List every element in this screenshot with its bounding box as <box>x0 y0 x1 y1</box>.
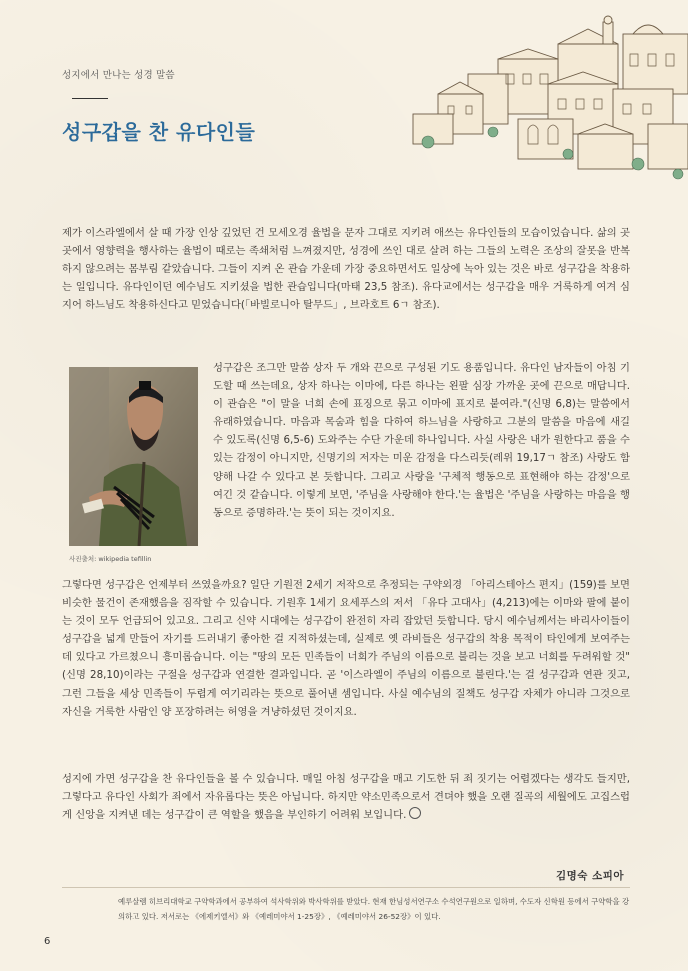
title-rule <box>72 98 108 99</box>
photo-caption: 사진출처: wikipedia tefillin <box>69 555 152 563</box>
page-number: 6 <box>44 936 51 947</box>
town-illustration-icon <box>408 14 688 184</box>
page-title: 성구갑을 찬 유다인들 <box>62 120 256 144</box>
section-kicker: 성지에서 만나는 성경 말씀 <box>62 70 175 81</box>
bio-divider <box>62 887 630 888</box>
paragraph-tefillin-description: 성구갑은 조그만 말씀 상자 두 개와 끈으로 구성된 기도 용품입니다. 유다인 남자들이 아침 기도할 때 쓰는데요, 상자 하나는 이마에, 다른 하나는 왼팔 심장 가까운 곳에 끈으로 매답니다. 이 관습은 "이 말을 너희 손에 표징으로 묶고 이마에 표지로 붙여라."(신명 6,8)는 말씀에서 유래하였습니다. 마음과 목숨과 힘을 다하여 하느님을 사랑하고 그분의 말씀을 마음에 새길 수 있도록(신명 6,5-6) 도와주는 수단 가운데 하나입니다. 사실 사랑은 내가 원한다고 품을 수 있는 감정이 아니지만, 신명기의 저자는 미운 감정을 다스리듯(레위 19,17ㄱ 참조) 사랑도 함양해 나갈 수 있다고 본 듯합니다. 그리고 사랑을 '구체적 행동으로 표현해야 하는 감정'으로 여긴 것 같습니다. 이렇게 보면, '주님을 사랑해야 한다.'는 율법은 '주님을 사랑하는 마음을 행동으로 증명하라.'는 뜻이 되는 것이지요. <box>213 362 630 519</box>
end-mark-icon <box>409 807 421 819</box>
paragraph-history: 그렇다면 성구갑은 언제부터 쓰였을까요? 일단 기원전 2세기 저작으로 추정되는 구약외경 「아리스테아스 편지」(159)를 보면 비슷한 물건이 존재했음을 짐작할 수 있습니다. 기원후 1세기 요세푸스의 저서 「유다 고대사」(4,213)에는 이마와 팔에 붙이는 것이 모두 언급되어 있고요. 그리고 신약 시대에는 성구갑이 완전히 자리 잡았던 듯합니다. 당시 예수님께서는 바리사이들이 성구갑을 넓게 만들어 자기를 드러내기 좋아한 걸 지적하셨는데, 실제로 옛 라비들은 성구갑의 착용 목적이 타인에게 보여주는 데 있다고 가르쳤으니 흥미롭습니다. 이는 "땅의 모든 민족들이 너희가 주님의 이름으로 불리는 것을 보고 너희를 두려워할 것"(신명 28,10)이라는 구절을 성구갑과 연결한 결과입니다. 곧 '이스라엘이 주님의 이름으로 불린다.'는 걸 성구갑과 연관 짓고, 그런 그들을 세상 민족들이 두렵게 여기리라는 뜻으로 풀어낸 셈입니다. 사실 예수님의 질책도 성구갑 자체가 아니라 그것으로 자신을 거룩한 사람인 양 포장하려는 허영을 겨냥하셨던 것이지요. <box>62 579 630 718</box>
photo-man-with-tefillin <box>69 367 198 546</box>
author-bio: 예루살렘 히브리대학교 구약학과에서 공부하여 석사학위와 박사학위를 받았다. 현재 한님성서연구소 수석연구원으로 일하며, 수도자 신학원 등에서 구약학을 강의하고 있다. 저서로는 《에제키엘서》와 《예레미야서 1-25장》, 《예레미야서 26-52장》이 있다. <box>118 897 630 921</box>
paragraph-intro: 제가 이스라엘에서 살 때 가장 인상 깊었던 건 모세오경 율법을 문자 그대로 지키려 애쓰는 유다인들의 모습이었습니다. 삶의 곳곳에서 영향력을 행사하는 율법이 때로는 족쇄처럼 느껴졌지만, 성경에 쓰인 대로 살려 하는 그들의 노력은 조상의 잘못을 반복하지 않으려는 몸부림 같았습니다. 그들이 지켜 온 관습 가운데 가장 중요하면서도 일상에 녹아 있는 것은 바로 성구갑을 착용하는 일입니다. 유다인이던 예수님도 지키셨을 법한 관습입니다(마태 23,5 참조). 유다교에서는 성구갑을 매우 거룩하게 여겨 심지어 하느님도 착용하신다고 믿었습니다(「바빌로니아 탈무드」, 브라호트 6ㄱ 참조). <box>62 227 630 312</box>
author-name: 김명숙 소피아 <box>556 870 625 882</box>
paragraph-conclusion-text: 성지에 가면 성구갑을 찬 유다인들을 볼 수 있습니다. 매일 아침 성구갑을 매고 기도한 뒤 죄 짓기는 어렵겠다는 생각도 들지만, 그렇다고 유다인 사회가 죄에서 자유롭다는 뜻은 아닙니다. 하지만 약소민족으로서 견뎌야 했을 오랜 질곡의 세월에도 고집스럽게 신앙을 지켜낸 데는 성구갑이 큰 역할을 했음을 부인하기 어려워 보입니다. <box>62 773 630 822</box>
paragraph-conclusion <box>62 770 630 824</box>
